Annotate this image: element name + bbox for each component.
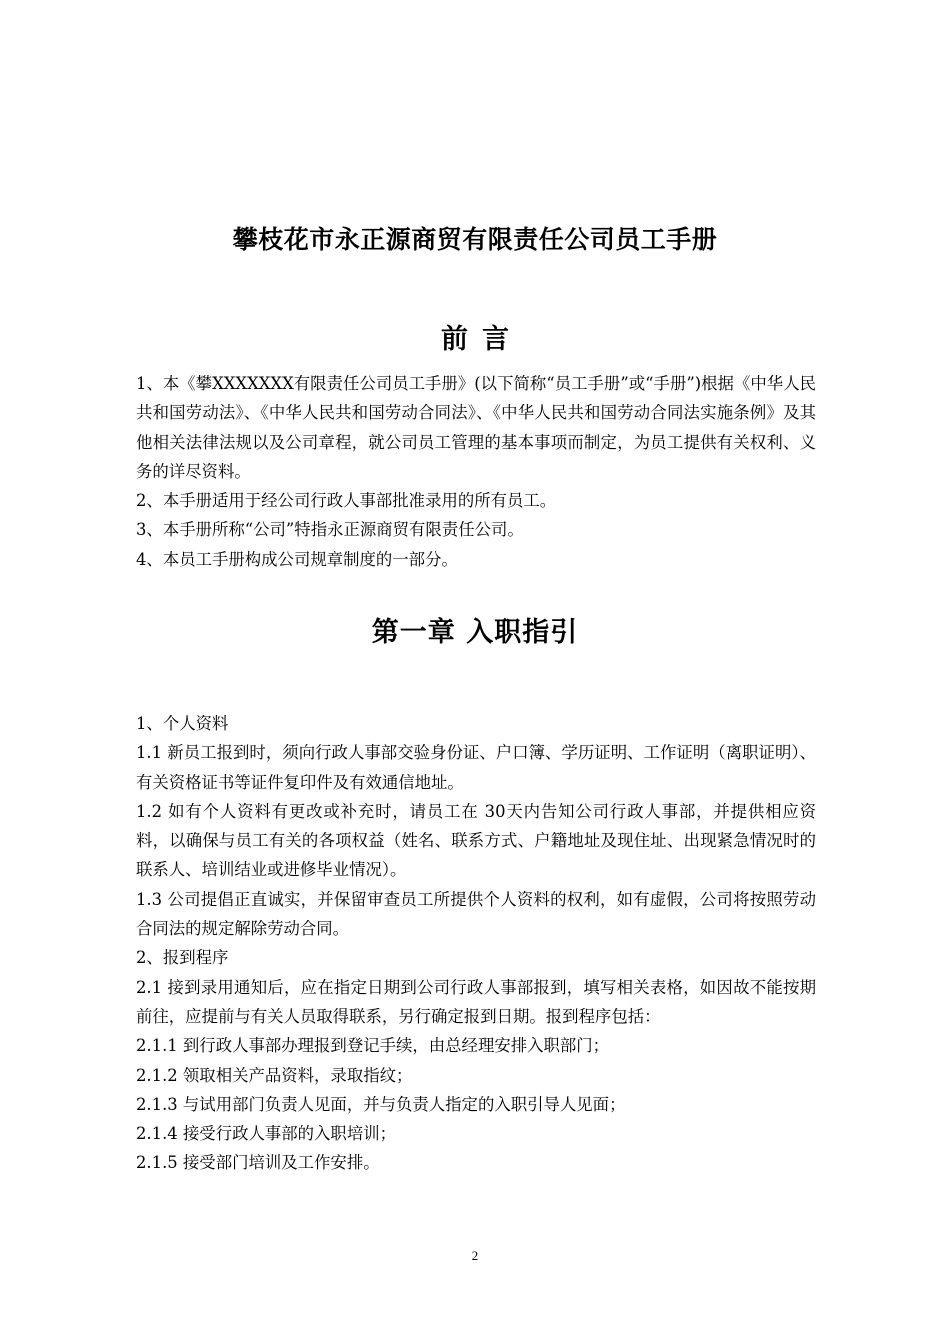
chapter-paragraph: 1.1 新员工报到时，须向行政人事部交验身份证、户口簿、学历证明、工作证明（离职证明）、有关资格证书等证件复印件及有效通信地址。 <box>136 743 816 792</box>
chapter-paragraph: 2.1.1 到行政人事部办理报到登记手续，由总经理安排入职部门； <box>136 1036 610 1056</box>
chapter-paragraph: 1.3 公司提倡正直诚实，并保留审查员工所提供个人资料的权利，如有虚假，公司将按照劳动合同法的规定解除劳动合同。 <box>136 889 816 939</box>
preface-paragraph: 4、本员工手册构成公司规章制度的一部分。 <box>136 549 458 569</box>
page-number: 2 <box>471 1248 479 1263</box>
chapter-paragraph: 2.1.2 领取相关产品资料，录取指纹； <box>136 1065 413 1085</box>
preface-paragraph: 3、本手册所称“公司”特指永正源商贸有限责任公司。 <box>136 520 524 540</box>
chapter-paragraph: 2.1.5 接受部门培训及工作安排。 <box>136 1153 380 1173</box>
chapter-paragraph: 1.2 如有个人资料有更改或补充时，请员工在 30天内告知公司行政人事部，并提供相应资料，以确保与员工有关的各项权益（姓名、联系方式、户籍地址及现住址、出现紧急情况时的联系人、培训结业或进修毕业情况）。 <box>136 801 816 880</box>
preface-body <box>136 369 816 574</box>
chapter-body <box>136 709 816 1178</box>
chapter-paragraph: 2.1 接到录用通知后，应在指定日期到公司行政人事部报到，填写相关表格，如因故不能按期前往，应提前与有关人员取得联系，另行确定报到日期。报到程序包括： <box>136 977 816 1026</box>
chapter-paragraph: 2、报到程序 <box>136 948 229 968</box>
chapter-paragraph: 2.1.3 与试用部门负责人见面，并与负责人指定的入职引导人见面； <box>136 1094 626 1114</box>
chapter-paragraph: 1、个人资料 <box>136 714 229 733</box>
preface-paragraph: 2、本手册适用于经公司行政人事部批准录用的所有员工。 <box>136 491 557 511</box>
preface-paragraph: 1、本《攀XXXXXXX有限责任公司员工手册》(以下简称“员工手册”或“手册”)根据《中华人民共和国劳动法》、《中华人民共和国劳动合同法》、《中华人民共和国劳动合同法实施条例》及其他相关法律法规以及公司章程，就公司员工管理的基本事项而制定，为员工提供有关权利、义务的详尽资料。 <box>136 374 816 481</box>
chapter-heading: 第一章 入职指引 <box>371 617 579 648</box>
chapter-paragraph: 2.1.4 接受行政人事部的入职培训； <box>136 1124 396 1144</box>
document-title: 攀枝花市永正源商贸有限责任公司员工手册 <box>232 225 718 254</box>
preface-heading: 前言 <box>441 324 523 355</box>
